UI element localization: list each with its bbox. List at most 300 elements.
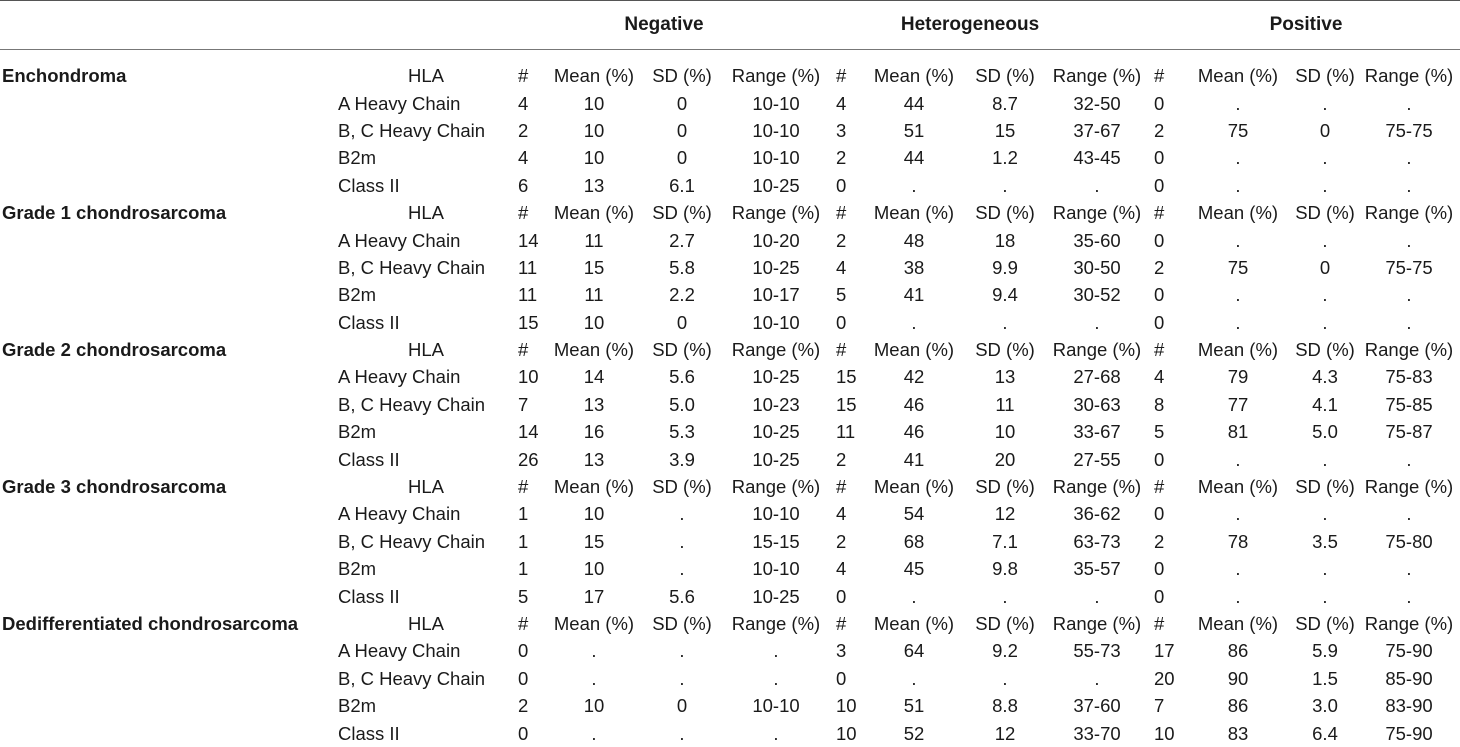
negative-count-cell: 0 — [518, 667, 529, 689]
heterogeneous-sd-cell: 13 — [994, 366, 1016, 388]
positive-range-cell: . — [1406, 229, 1412, 251]
marker-label: B2m — [338, 147, 377, 169]
negative-range-header: Range (%) — [731, 613, 821, 634]
negative-sd-cell: . — [679, 558, 685, 580]
positive-count-header: # — [1154, 202, 1165, 224]
positive-mean-cell: . — [1235, 92, 1241, 114]
heterogeneous-mean-cell: 41 — [903, 284, 925, 306]
positive-sd-cell: . — [1322, 284, 1328, 306]
positive-range-cell: 75-83 — [1385, 366, 1433, 388]
positive-sd-cell: 3.5 — [1312, 530, 1338, 552]
table-row — [0, 418, 1460, 445]
positive-range-cell: . — [1406, 503, 1412, 525]
negative-count-cell: 10 — [518, 366, 539, 388]
negative-sd-cell: 5.8 — [669, 256, 695, 278]
negative-mean-cell: 14 — [583, 366, 605, 388]
heterogeneous-sd-cell: . — [1002, 311, 1008, 333]
heterogeneous-sd-cell: 12 — [994, 503, 1016, 525]
negative-range-cell: 10-25 — [752, 585, 800, 607]
negative-range-cell: . — [773, 640, 779, 662]
negative-mean-header: Mean (%) — [553, 613, 635, 634]
table-row — [0, 226, 1460, 253]
negative-sd-cell: 2.2 — [669, 284, 695, 306]
marker-label: A Heavy Chain — [338, 503, 461, 525]
negative-mean-header: Mean (%) — [553, 202, 635, 224]
heterogeneous-sd-cell: 12 — [994, 722, 1016, 744]
negative-mean-cell: 10 — [583, 311, 605, 333]
positive-count-cell: 2 — [1154, 530, 1165, 552]
negative-range-cell: 10-25 — [752, 256, 800, 278]
table-row — [0, 391, 1460, 418]
blank-cell — [0, 144, 338, 171]
positive-sd-header: SD (%) — [1295, 65, 1355, 87]
positive-count-cell: 0 — [1154, 229, 1165, 251]
header-rule — [0, 49, 1460, 50]
positive-range-header: Range (%) — [1364, 476, 1454, 498]
table-row — [0, 89, 1460, 116]
positive-count-cell: 0 — [1154, 92, 1165, 114]
marker-label: Class II — [338, 174, 400, 196]
heterogeneous-range-cell: 55-73 — [1073, 640, 1121, 662]
heterogeneous-mean-header: Mean (%) — [873, 202, 955, 224]
positive-count-cell: 17 — [1154, 640, 1175, 662]
heterogeneous-range-cell: 30-50 — [1073, 256, 1121, 278]
negative-mean-cell: 15 — [583, 256, 605, 278]
negative-range-cell: 10-10 — [752, 92, 800, 114]
negative-range-header: Range (%) — [731, 202, 821, 224]
heterogeneous-mean-cell: . — [911, 667, 917, 689]
heterogeneous-count-cell: 2 — [836, 229, 847, 251]
heterogeneous-count-cell: 15 — [836, 366, 857, 388]
positive-mean-cell: . — [1235, 229, 1241, 251]
blank-cell — [0, 582, 338, 609]
tumor-header-row — [0, 62, 1460, 89]
negative-sd-cell: 0 — [676, 695, 688, 717]
heterogeneous-mean-cell: 44 — [903, 147, 925, 169]
heterogeneous-count-cell: 3 — [836, 640, 847, 662]
marker-label: Class II — [338, 448, 400, 470]
negative-mean-cell: 11 — [584, 284, 604, 306]
blank-cell — [0, 692, 338, 719]
blank-cell — [0, 500, 338, 527]
heterogeneous-count-cell: 2 — [836, 147, 847, 169]
blank-cell — [0, 528, 338, 555]
marker-label: B2m — [338, 421, 377, 443]
heterogeneous-count-header: # — [836, 613, 847, 634]
positive-mean-cell: 75 — [1227, 119, 1249, 141]
positive-mean-cell: 86 — [1227, 695, 1249, 717]
group-header-negative: Negative — [624, 14, 704, 35]
heterogeneous-sd-cell: . — [1002, 667, 1008, 689]
blank-cell — [0, 665, 338, 692]
positive-mean-cell: 86 — [1227, 640, 1249, 662]
positive-count-cell: 0 — [1154, 147, 1165, 169]
positive-mean-cell: . — [1235, 174, 1241, 196]
heterogeneous-count-cell: 2 — [836, 530, 847, 552]
negative-mean-cell: 16 — [583, 421, 605, 443]
positive-sd-cell: 3.0 — [1312, 695, 1338, 717]
negative-count-cell: 2 — [518, 119, 529, 141]
negative-range-cell: 10-25 — [752, 421, 800, 443]
negative-count-cell: 0 — [518, 722, 529, 744]
blank-cell — [0, 254, 338, 281]
table-row — [0, 692, 1460, 719]
negative-mean-cell: 11 — [584, 229, 604, 251]
positive-mean-cell: 75 — [1227, 256, 1249, 278]
heterogeneous-range-cell: 35-57 — [1073, 558, 1121, 580]
positive-mean-header: Mean (%) — [1197, 613, 1279, 634]
positive-mean-cell: 79 — [1227, 366, 1249, 388]
heterogeneous-mean-cell: 68 — [903, 530, 925, 552]
heterogeneous-mean-cell: 41 — [903, 448, 925, 470]
heterogeneous-range-cell: 35-60 — [1073, 229, 1121, 251]
negative-count-cell: 1 — [518, 503, 529, 525]
positive-count-cell: 8 — [1154, 393, 1165, 415]
positive-sd-header: SD (%) — [1295, 202, 1355, 224]
hla-label: HLA — [408, 202, 444, 224]
negative-mean-cell: . — [591, 640, 597, 662]
negative-mean-cell: 10 — [583, 119, 605, 141]
positive-mean-header: Mean (%) — [1197, 339, 1279, 361]
table-row — [0, 363, 1460, 390]
table-body — [0, 62, 1460, 747]
positive-count-cell: 0 — [1154, 558, 1165, 580]
negative-count-cell: 1 — [518, 530, 529, 552]
positive-mean-cell: 83 — [1227, 722, 1249, 744]
negative-count-cell: 4 — [518, 92, 529, 114]
marker-label: B, C Heavy Chain — [338, 530, 486, 552]
positive-mean-cell: . — [1235, 448, 1241, 470]
heterogeneous-mean-cell: 38 — [903, 256, 925, 278]
hla-label: HLA — [408, 476, 444, 498]
heterogeneous-count-cell: 0 — [836, 311, 847, 333]
tumor-header-row — [0, 336, 1460, 363]
table-row — [0, 665, 1460, 692]
heterogeneous-count-cell: 0 — [836, 585, 847, 607]
positive-range-cell: . — [1406, 92, 1412, 114]
negative-range-cell: 15-15 — [752, 530, 800, 552]
negative-mean-cell: 13 — [583, 174, 605, 196]
tumor-name: Dedifferentiated chondrosarcoma — [2, 613, 299, 634]
negative-count-cell: 4 — [518, 147, 529, 169]
heterogeneous-mean-cell: 51 — [903, 695, 925, 717]
negative-mean-cell: . — [591, 722, 597, 744]
heterogeneous-count-cell: 10 — [836, 695, 857, 717]
heterogeneous-mean-cell: 46 — [903, 393, 925, 415]
heterogeneous-range-header: Range (%) — [1052, 339, 1142, 361]
negative-range-header: Range (%) — [731, 476, 821, 498]
positive-sd-cell: 0 — [1319, 256, 1331, 278]
marker-label: A Heavy Chain — [338, 640, 461, 662]
positive-count-cell: 0 — [1154, 174, 1165, 196]
negative-mean-cell: 13 — [583, 448, 605, 470]
heterogeneous-mean-header: Mean (%) — [873, 476, 955, 498]
negative-count-header: # — [518, 202, 529, 224]
negative-count-cell: 1 — [518, 558, 529, 580]
positive-count-cell: 5 — [1154, 421, 1165, 443]
tumor-name: Enchondroma — [2, 65, 127, 87]
blank-cell — [0, 363, 338, 390]
blank-cell — [0, 445, 338, 472]
negative-sd-cell: . — [679, 530, 685, 552]
negative-sd-cell: 2.7 — [669, 229, 695, 251]
positive-count-header: # — [1154, 613, 1165, 634]
tumor-name: Grade 2 chondrosarcoma — [2, 339, 227, 361]
negative-range-cell: 10-10 — [752, 558, 800, 580]
blank-cell — [0, 226, 338, 253]
positive-sd-header: SD (%) — [1295, 476, 1355, 498]
negative-sd-cell: 0 — [676, 311, 688, 333]
positive-sd-cell: . — [1322, 229, 1328, 251]
heterogeneous-sd-cell: 9.2 — [992, 640, 1018, 662]
heterogeneous-sd-cell: 20 — [994, 448, 1016, 470]
blank-cell — [0, 172, 338, 199]
negative-mean-header: Mean (%) — [553, 476, 635, 498]
marker-label: B2m — [338, 558, 377, 580]
heterogeneous-count-cell: 4 — [836, 92, 847, 114]
negative-sd-header: SD (%) — [652, 65, 712, 87]
heterogeneous-count-cell: 4 — [836, 256, 847, 278]
negative-sd-header: SD (%) — [652, 476, 712, 498]
heterogeneous-count-cell: 4 — [836, 503, 847, 525]
negative-count-cell: 7 — [518, 393, 529, 415]
positive-sd-header: SD (%) — [1295, 339, 1355, 361]
heterogeneous-mean-cell: . — [911, 585, 917, 607]
hla-label: HLA — [408, 339, 444, 361]
heterogeneous-count-header: # — [836, 202, 847, 224]
heterogeneous-mean-cell: 48 — [903, 229, 925, 251]
positive-range-header: Range (%) — [1364, 65, 1454, 87]
positive-sd-cell: 5.9 — [1312, 640, 1338, 662]
blank-cell — [0, 719, 338, 746]
positive-range-cell: . — [1406, 147, 1412, 169]
hla-expression-table — [0, 62, 1460, 747]
heterogeneous-range-cell: . — [1094, 585, 1100, 607]
blank-cell — [0, 418, 338, 445]
positive-count-header: # — [1154, 339, 1165, 361]
negative-count-cell: 14 — [518, 229, 539, 251]
heterogeneous-sd-cell: 15 — [994, 119, 1016, 141]
marker-label: B, C Heavy Chain — [338, 256, 486, 278]
negative-count-cell: 0 — [518, 640, 529, 662]
marker-label: A Heavy Chain — [338, 366, 461, 388]
negative-sd-header: SD (%) — [652, 339, 712, 361]
positive-sd-cell: 4.3 — [1312, 366, 1338, 388]
table-row — [0, 528, 1460, 555]
heterogeneous-range-cell: . — [1094, 174, 1100, 196]
heterogeneous-count-cell: 4 — [836, 558, 847, 580]
negative-count-header: # — [518, 339, 529, 361]
negative-range-cell: 10-10 — [752, 311, 800, 333]
negative-sd-cell: 5.6 — [669, 585, 695, 607]
tumor-header-row — [0, 199, 1460, 226]
positive-mean-header: Mean (%) — [1197, 476, 1279, 498]
blank-cell — [0, 309, 338, 336]
table-row — [0, 582, 1460, 609]
positive-mean-header: Mean (%) — [1197, 202, 1279, 224]
marker-label: B, C Heavy Chain — [338, 667, 486, 689]
positive-mean-cell: . — [1235, 585, 1241, 607]
negative-sd-cell: 5.3 — [669, 421, 695, 443]
positive-range-cell: 75-85 — [1385, 393, 1433, 415]
table-row — [0, 555, 1460, 582]
positive-count-cell: 4 — [1154, 366, 1165, 388]
negative-range-header: Range (%) — [731, 339, 821, 361]
heterogeneous-sd-header: SD (%) — [975, 339, 1035, 361]
heterogeneous-count-cell: 10 — [836, 722, 857, 744]
heterogeneous-sd-cell: 7.1 — [992, 530, 1018, 552]
heterogeneous-mean-cell: 45 — [903, 558, 925, 580]
positive-sd-cell: . — [1322, 174, 1328, 196]
positive-count-cell: 2 — [1154, 119, 1165, 141]
heterogeneous-range-header: Range (%) — [1052, 65, 1142, 87]
heterogeneous-range-cell: 27-55 — [1073, 448, 1121, 470]
marker-label: B2m — [338, 695, 377, 717]
negative-sd-cell: . — [679, 503, 685, 525]
positive-range-cell: 85-90 — [1385, 667, 1433, 689]
heterogeneous-mean-cell: 51 — [903, 119, 925, 141]
negative-mean-cell: . — [591, 667, 597, 689]
positive-range-header: Range (%) — [1364, 339, 1454, 361]
heterogeneous-range-cell: 63-73 — [1073, 530, 1121, 552]
positive-range-cell: . — [1406, 284, 1412, 306]
positive-sd-cell: . — [1322, 558, 1328, 580]
positive-mean-cell: 90 — [1227, 667, 1249, 689]
positive-range-cell: . — [1406, 311, 1412, 333]
negative-mean-cell: 17 — [583, 585, 605, 607]
negative-range-cell: 10-25 — [752, 174, 800, 196]
group-header-heterogeneous: Heterogeneous — [900, 14, 1040, 35]
negative-sd-cell: 0 — [676, 147, 688, 169]
negative-count-cell: 11 — [518, 284, 538, 306]
negative-sd-cell: 5.0 — [669, 393, 695, 415]
negative-mean-cell: 13 — [583, 393, 605, 415]
heterogeneous-count-cell: 15 — [836, 393, 857, 415]
positive-range-cell: . — [1406, 558, 1412, 580]
heterogeneous-range-cell: 30-52 — [1073, 284, 1121, 306]
positive-sd-cell: . — [1322, 92, 1328, 114]
negative-range-cell: 10-17 — [752, 284, 800, 306]
heterogeneous-sd-cell: 10 — [994, 421, 1016, 443]
positive-range-header: Range (%) — [1364, 202, 1454, 224]
heterogeneous-count-cell: 0 — [836, 174, 847, 196]
heterogeneous-range-cell: 33-67 — [1073, 421, 1121, 443]
heterogeneous-range-cell: 32-50 — [1073, 92, 1121, 114]
table-row — [0, 500, 1460, 527]
heterogeneous-count-cell: 11 — [836, 421, 856, 443]
heterogeneous-sd-cell: . — [1002, 174, 1008, 196]
heterogeneous-count-cell: 0 — [836, 667, 847, 689]
negative-count-header: # — [518, 613, 529, 634]
negative-count-cell: 14 — [518, 421, 539, 443]
heterogeneous-mean-cell: 52 — [903, 722, 925, 744]
positive-mean-cell: 77 — [1227, 393, 1249, 415]
negative-count-header: # — [518, 476, 529, 498]
blank-cell — [0, 637, 338, 664]
heterogeneous-range-cell: 33-70 — [1073, 722, 1121, 744]
heterogeneous-mean-cell: 54 — [903, 503, 925, 525]
heterogeneous-range-cell: 27-68 — [1073, 366, 1121, 388]
heterogeneous-range-cell: 37-60 — [1073, 695, 1121, 717]
table-row — [0, 637, 1460, 664]
negative-sd-cell: 3.9 — [669, 448, 695, 470]
positive-sd-cell: 4.1 — [1312, 393, 1338, 415]
heterogeneous-sd-cell: 11 — [995, 393, 1015, 415]
negative-sd-cell: 0 — [676, 92, 688, 114]
blank-cell — [0, 89, 338, 116]
heterogeneous-count-cell: 5 — [836, 284, 847, 306]
positive-range-cell: 83-90 — [1385, 695, 1433, 717]
positive-count-cell: 10 — [1154, 722, 1175, 744]
table-row — [0, 281, 1460, 308]
negative-sd-header: SD (%) — [652, 202, 712, 224]
hla-label: HLA — [408, 65, 444, 87]
negative-count-cell: 26 — [518, 448, 539, 470]
positive-range-cell: 75-90 — [1385, 640, 1433, 662]
tumor-name: Grade 3 chondrosarcoma — [2, 476, 227, 498]
negative-range-cell: 10-23 — [752, 393, 800, 415]
positive-mean-cell: . — [1235, 558, 1241, 580]
heterogeneous-range-header: Range (%) — [1052, 476, 1142, 498]
negative-mean-cell: 10 — [583, 558, 605, 580]
negative-sd-cell: 5.6 — [669, 366, 695, 388]
heterogeneous-sd-header: SD (%) — [975, 613, 1035, 634]
heterogeneous-sd-cell: 8.7 — [992, 92, 1018, 114]
marker-label: A Heavy Chain — [338, 92, 461, 114]
blank-cell — [0, 117, 338, 144]
heterogeneous-sd-cell: 9.4 — [992, 284, 1018, 306]
positive-sd-cell: 5.0 — [1312, 421, 1338, 443]
blank-cell — [0, 391, 338, 418]
negative-range-cell: 10-10 — [752, 119, 800, 141]
heterogeneous-count-cell: 3 — [836, 119, 847, 141]
negative-range-header: Range (%) — [731, 65, 821, 87]
negative-count-header: # — [518, 65, 529, 87]
table-row — [0, 445, 1460, 472]
heterogeneous-count-cell: 2 — [836, 448, 847, 470]
table-row — [0, 309, 1460, 336]
heterogeneous-mean-cell: 42 — [903, 366, 925, 388]
negative-count-cell: 5 — [518, 585, 529, 607]
heterogeneous-mean-header: Mean (%) — [873, 339, 955, 361]
positive-sd-cell: . — [1322, 585, 1328, 607]
positive-count-cell: 0 — [1154, 284, 1165, 306]
heterogeneous-mean-cell: 64 — [903, 640, 925, 662]
positive-count-header: # — [1154, 476, 1165, 498]
negative-count-cell: 15 — [518, 311, 539, 333]
positive-sd-cell: . — [1322, 311, 1328, 333]
negative-range-cell: 10-25 — [752, 366, 800, 388]
marker-label: Class II — [338, 585, 400, 607]
positive-sd-cell: 0 — [1319, 119, 1331, 141]
positive-mean-cell: 81 — [1227, 421, 1249, 443]
negative-mean-cell: 10 — [583, 695, 605, 717]
negative-range-cell: 10-10 — [752, 503, 800, 525]
positive-count-cell: 20 — [1154, 667, 1175, 689]
positive-range-cell: 75-75 — [1385, 256, 1433, 278]
heterogeneous-range-header: Range (%) — [1052, 202, 1142, 224]
table-row — [0, 117, 1460, 144]
marker-label: Class II — [338, 311, 400, 333]
positive-count-header: # — [1154, 65, 1165, 87]
positive-range-cell: 75-75 — [1385, 119, 1433, 141]
positive-sd-cell: 1.5 — [1312, 667, 1338, 689]
positive-count-cell: 0 — [1154, 448, 1165, 470]
positive-range-cell: 75-90 — [1385, 722, 1433, 744]
positive-mean-cell: . — [1235, 503, 1241, 525]
positive-count-cell: 0 — [1154, 311, 1165, 333]
heterogeneous-sd-cell: 1.2 — [992, 147, 1018, 169]
